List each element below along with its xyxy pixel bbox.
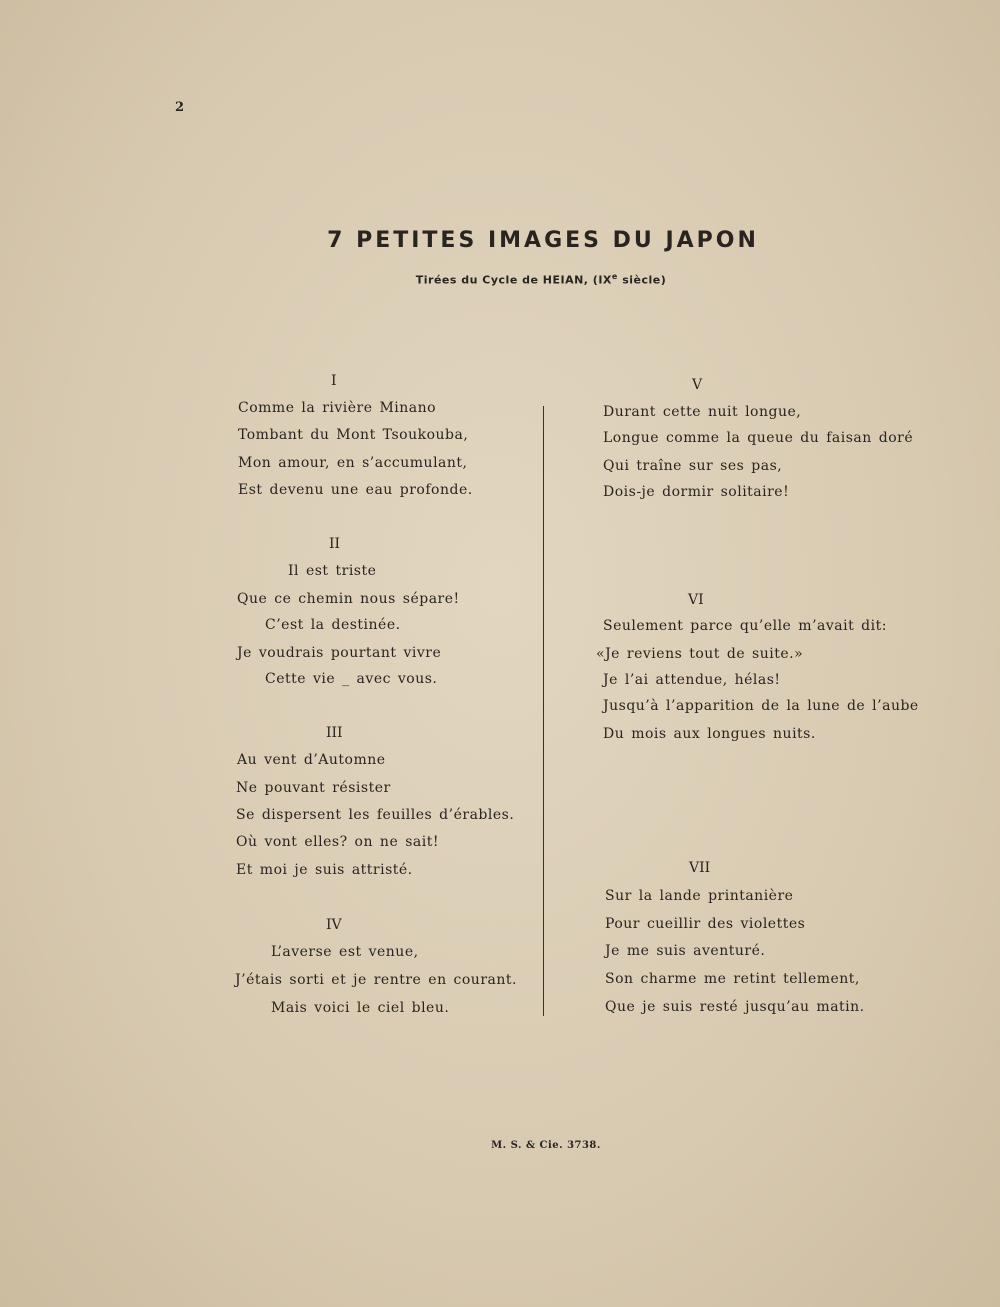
column-divider bbox=[543, 406, 544, 1016]
poem-line: Longue comme la queue du faisan doré bbox=[603, 430, 914, 446]
poem-line: Est devenu une eau profonde. bbox=[238, 482, 473, 498]
poem-line: Dois-je dormir solitaire! bbox=[603, 484, 790, 500]
poem-line: Il est triste bbox=[288, 563, 377, 579]
poem-line: Tombant du Mont Tsoukouba, bbox=[238, 427, 469, 443]
subtitle bbox=[0, 272, 1000, 287]
publisher-plate-number: M. S. & Cie. 3738. bbox=[491, 1140, 601, 1151]
poem-line: Ne pouvant résister bbox=[236, 780, 391, 796]
poem-line: Mon amour, en s’accumulant, bbox=[238, 455, 468, 471]
poem-line: Cette vie _ avec vous. bbox=[265, 671, 438, 687]
poem-line: Que ce chemin nous sépare! bbox=[237, 591, 460, 607]
poem-line: Que je suis resté jusqu’au matin. bbox=[605, 999, 865, 1015]
poem-line: Qui traîne sur ses pas, bbox=[603, 458, 783, 474]
page-title: 7 PETITES IMAGES DU JAPON bbox=[327, 228, 759, 253]
poem-line: Je me suis aventuré. bbox=[605, 943, 766, 959]
poem-numeral: VI bbox=[688, 592, 704, 608]
poem-numeral: VII bbox=[689, 860, 711, 876]
poem-line: Comme la rivière Minano bbox=[238, 400, 437, 416]
poem-line: Au vent d’Automne bbox=[237, 752, 386, 768]
poem-numeral: I bbox=[331, 373, 337, 389]
poem-numeral: II bbox=[329, 536, 341, 552]
poem-line: C’est la destinée. bbox=[265, 617, 401, 633]
subtitle-main: Tirées du Cycle de HEIAN, (IX bbox=[415, 273, 612, 287]
subtitle-superscript: e bbox=[611, 272, 618, 281]
poem-line: Jusqu’à l’apparition de la lune de l’aube bbox=[603, 698, 919, 714]
poem-numeral: IV bbox=[326, 917, 342, 933]
poem-numeral: V bbox=[692, 377, 703, 393]
poem-line: Où vont elles? on ne sait! bbox=[236, 834, 439, 850]
poem-line: Et moi je suis attristé. bbox=[236, 862, 413, 878]
poem-line: Du mois aux longues nuits. bbox=[603, 726, 816, 742]
poem-line: Sur la lande printanière bbox=[605, 888, 794, 904]
page-number: 2 bbox=[175, 100, 185, 115]
subtitle-rest: siècle) bbox=[617, 273, 667, 287]
poem-line: Son charme me retint tellement, bbox=[605, 971, 860, 987]
poem-line: Seulement parce qu’elle m’avait dit: bbox=[603, 618, 887, 634]
poem-line: Je voudrais pourtant vivre bbox=[237, 645, 442, 661]
poem-line: J’étais sorti et je rentre en courant. bbox=[235, 972, 517, 988]
poem-line: Mais voici le ciel bleu. bbox=[271, 1000, 450, 1016]
poem-line: Durant cette nuit longue, bbox=[603, 404, 802, 420]
poem-line: Se dispersent les feuilles d’érables. bbox=[236, 807, 515, 823]
poem-line: L’averse est venue, bbox=[271, 944, 419, 960]
poem-line: Pour cueillir des violettes bbox=[605, 916, 806, 932]
poem-numeral: III bbox=[326, 725, 343, 741]
poem-line: «Je reviens tout de suite.» bbox=[596, 646, 804, 662]
poem-line: Je l’ai attendue, hélas! bbox=[603, 672, 781, 688]
